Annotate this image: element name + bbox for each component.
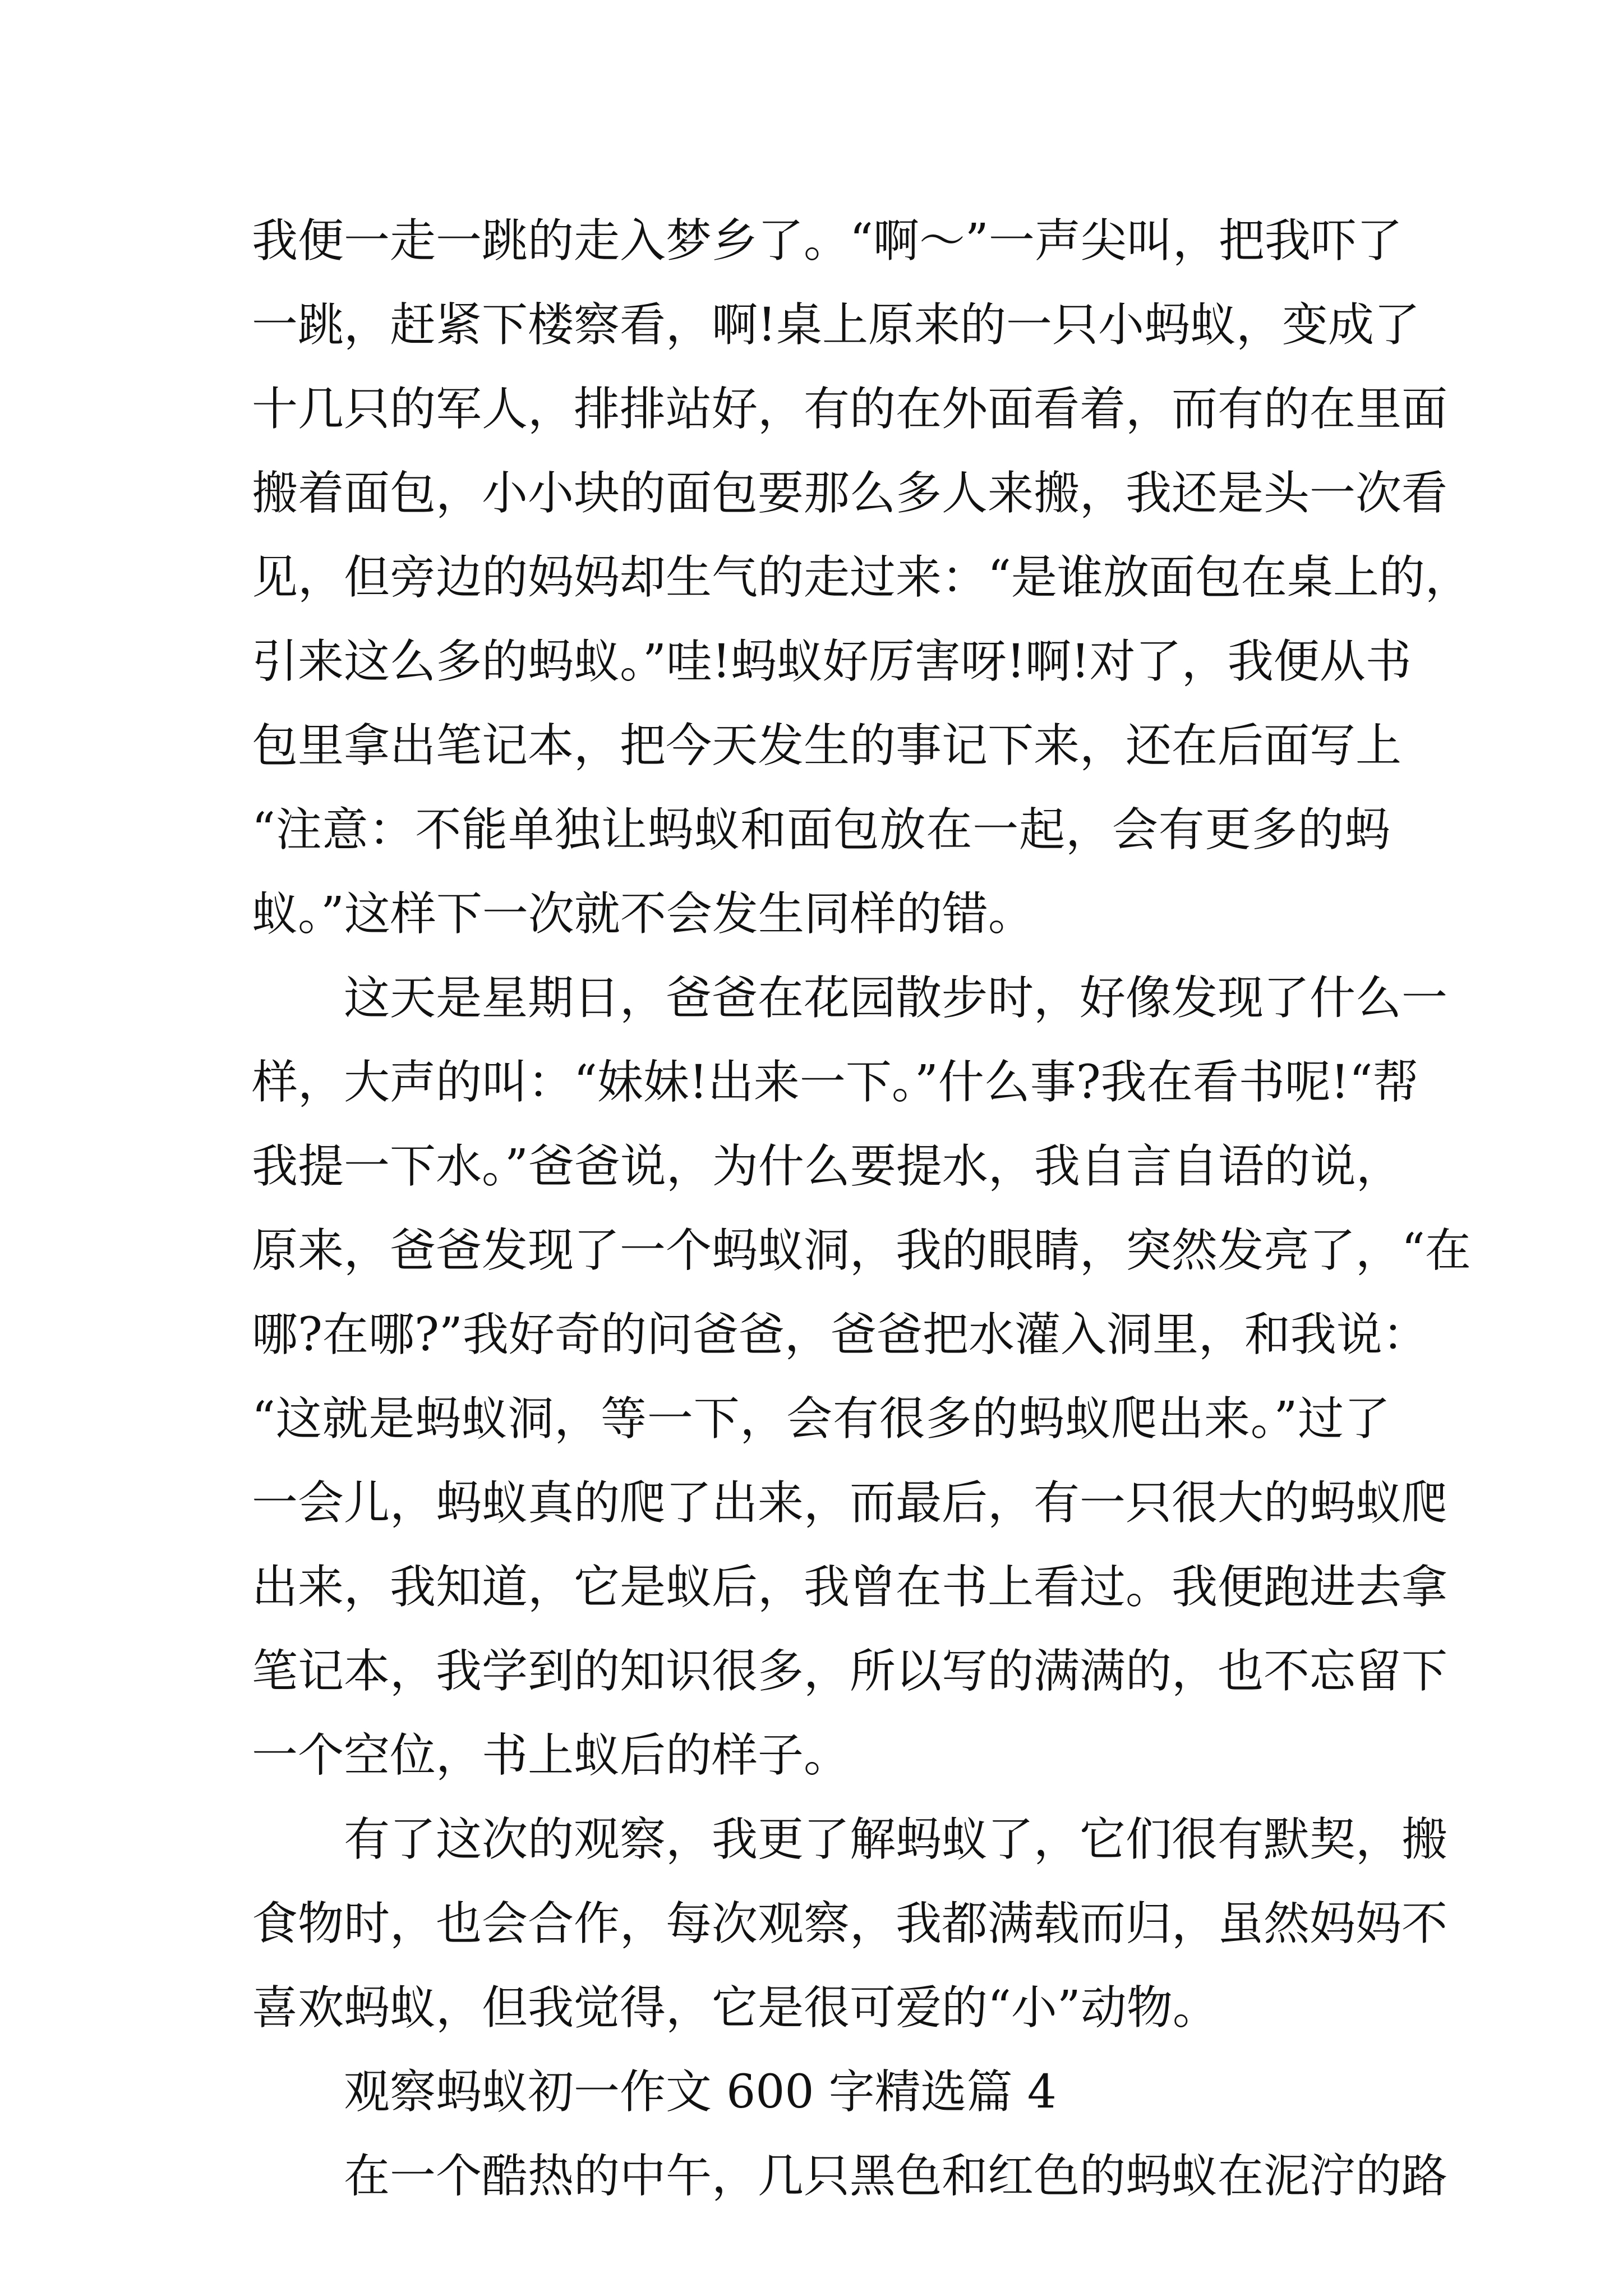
text-line: 在一个酷热的中午，几只黑色和红色的蚂蚁在泥泞的路 — [252, 2150, 1448, 2203]
text-line: 包里拿出笔记本，把今天发生的事记下来，还在后面写上 — [252, 719, 1402, 772]
text-line: “注意：不能单独让蚂蚁和面包放在一起，会有更多的蚂 — [252, 803, 1390, 857]
text-line: “这就是蚂蚁洞，等一下，会有很多的蚂蚁爬出来。”过了 — [252, 1392, 1390, 1446]
text-line: 喜欢蚂蚁，但我觉得，它是很可爱的“小”动物。 — [252, 1981, 1219, 2035]
text-line: 食物时，也会合作，每次观察，我都满载而归，虽然妈妈不 — [252, 1897, 1448, 1950]
text-line: 我便一走一跳的走入梦乡了。“啊～”一声尖叫，把我吓了 — [252, 214, 1403, 268]
section-heading: 观察蚂蚁初一作文 600 字精选篇 4 — [252, 2065, 1057, 2119]
text-line: 一个空位，书上蚁后的样子。 — [252, 1729, 850, 1782]
text-line: 样，大声的叫：“妹妹!出来一下。”什么事?我在看书呢!“帮 — [252, 1056, 1419, 1109]
text-line: 十几只的军人，排排站好，有的在外面看着，而有的在里面 — [252, 383, 1448, 436]
text-line: 一跳，赶紧下楼察看，啊!桌上原来的一只小蚂蚁，变成了 — [252, 298, 1420, 352]
text-line: 搬着面包，小小块的面包要那么多人来搬，我还是头一次看 — [252, 467, 1448, 520]
text-line: 有了这次的观察，我更了解蚂蚁了，它们很有默契，搬 — [252, 1813, 1448, 1866]
text-line: 哪?在哪?”我好奇的问爸爸，爸爸把水灌入洞里，和我说： — [252, 1308, 1428, 1361]
text-line: 一会儿，蚂蚁真的爬了出来，而最后，有一只很大的蚂蚁爬 — [252, 1476, 1448, 1530]
text-line: 笔记本，我学到的知识很多，所以写的满满的，也不忘留下 — [252, 1645, 1448, 1698]
text-line: 蚁。”这样下一次就不会发生同样的错。 — [252, 887, 1034, 941]
text-line: 原来，爸爸发现了一个蚂蚁洞，我的眼睛，突然发亮了，“在 — [252, 1224, 1471, 1277]
text-line: 见，但旁边的妈妈却生气的走过来：“是谁放面包在桌上的， — [252, 551, 1471, 604]
text-line: 这天是星期日，爸爸在花园散步时，好像发现了什么一 — [252, 972, 1448, 1025]
text-line: 我提一下水。”爸爸说，为什么要提水，我自言自语的说， — [252, 1140, 1402, 1193]
text-line: 引来这么多的蚂蚁。”哇!蚂蚁好厉害呀!啊!对了，我便从书 — [252, 635, 1412, 688]
text-line: 出来，我知道，它是蚁后，我曾在书上看过。我便跑进去拿 — [252, 1561, 1448, 1614]
